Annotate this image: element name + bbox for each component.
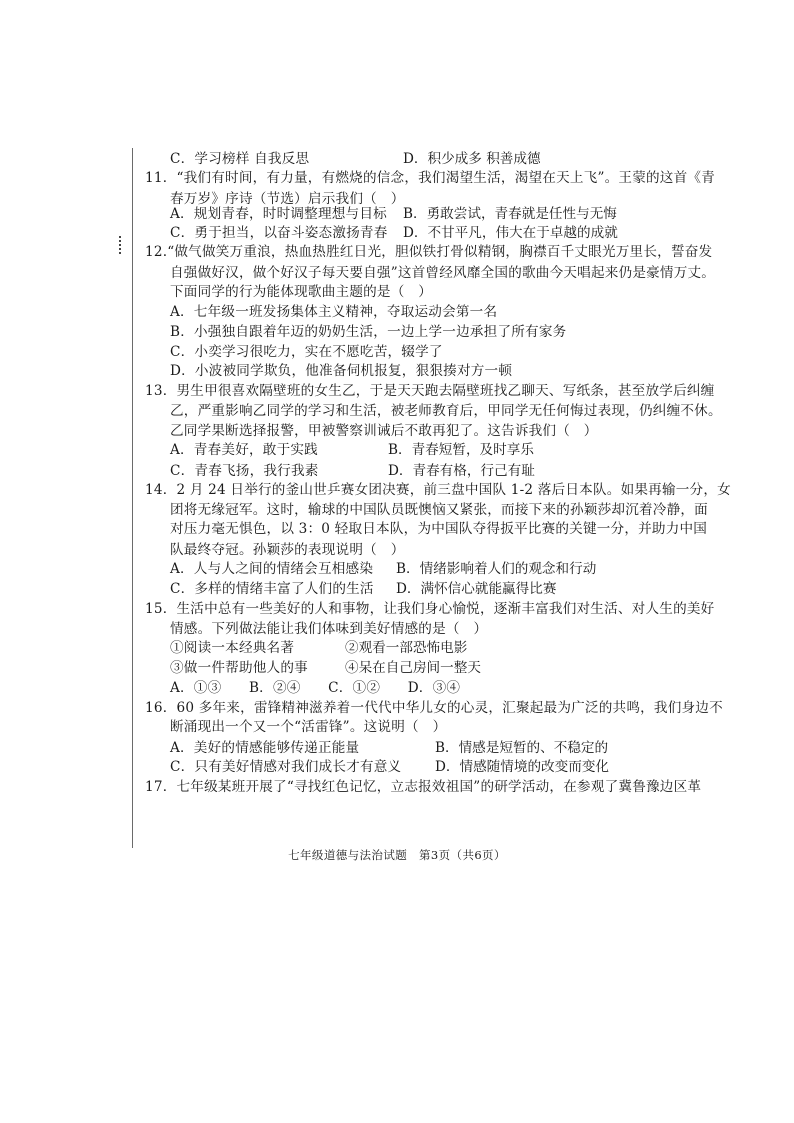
text-line: A．规划青春，时时调整理想与目标: [170, 206, 387, 222]
option-right-column: D．不甘平凡，伟大在于卓越的成就: [403, 225, 618, 241]
text-line: 17．七年级某班开展了“寻找红色记忆，立志报效祖国”的研学活动，在参观了冀鲁豫边区革: [145, 779, 702, 795]
text-line: 团将无缘冠军。这时，输球的中国队员既懊恼又紧张，而接下来的孙颖莎却沉着冷静，面: [170, 502, 708, 518]
option-right-column: ④呆在自己房间一整天: [345, 660, 481, 676]
option-right-column: D．满怀信心就能赢得比赛: [396, 581, 557, 597]
option-right-column: B．情感是短暂的、不稳定的: [435, 740, 609, 756]
text-line: C．学习榜样 自我反思: [170, 151, 310, 167]
text-line: 情感。下列做法能让我们体味到美好情感的是（ ）: [170, 621, 488, 637]
text-line: A．人与人之间的情绪会互相感染: [170, 561, 374, 577]
text-line: 15．生活中总有一些美好的人和事物，让我们身心愉悦，逐渐丰富我们对生活、对人生的美好: [145, 601, 715, 617]
text-line: C．多样的情绪丰富了人们的生活: [170, 581, 374, 597]
option-right-column: D．积少成多 积善成德: [403, 151, 541, 167]
option-right-column: B．青春短暂，及时享乐: [388, 442, 534, 458]
text-line: 下面同学的行为能体现歌曲主题的是（ ）: [170, 284, 433, 300]
text-line: ①阅读一本经典名著: [170, 640, 295, 656]
text-line: A．①③ B．②④ C．①② D．③④: [170, 680, 461, 696]
option-right-column: B．情绪影响着人们的观念和行动: [396, 561, 597, 577]
text-line: 断涌现出一个又一个“活雷锋”。这说明（ ）: [170, 719, 447, 735]
text-line: ③做一件帮助他人的事: [170, 660, 308, 676]
text-line: 16．60 多年来，雷锋精神滋养着一代代中华儿女的心灵，汇聚起最为广泛的共鸣，我们身边不: [145, 700, 723, 716]
option-right-column: D．青春有格，行己有耻: [388, 463, 535, 479]
text-line: 14．2 月 24 日举行的釜山世乒赛女团决赛，前三盘中国队 1-2 落后日本队。如果再输一分，女: [145, 482, 731, 498]
text-line: 自强做好汉，做个好汉子每天要自强”这首曾经风靡全国的歌曲今天唱起来仍是豪情万丈。: [170, 265, 716, 281]
binding-margin-line: [132, 148, 133, 848]
binding-margin-dots: [119, 236, 124, 254]
text-line: C．勇于担当，以奋斗姿态激扬青春: [170, 225, 388, 241]
text-line: 11．“我们有时间，有力量，有燃烧的信念，我们渴望生活，渴望在天上飞”。王蒙的这首《青: [145, 170, 715, 186]
text-line: 13．男生甲很喜欢隔壁班的女生乙，于是天天跑去隔壁班找乙聊天、写纸条，甚至放学后纠缠: [145, 383, 715, 399]
text-line: A．青春美好，敢于实践: [170, 442, 318, 458]
text-line: A．美好的情感能够传递正能量: [170, 740, 360, 756]
text-line: A．七年级一班发扬集体主义精神，夺取运动会第一名: [170, 304, 498, 320]
text-line: 乙同学果断选择报警，甲被警察训诫后不敢再犯了。这告诉我们（ ）: [170, 423, 598, 439]
option-right-column: B．勇敢尝试，青春就是任性与无悔: [403, 206, 617, 222]
page-footer: 七年级道德与法治试题 第3页（共6页）: [288, 848, 506, 862]
text-line: C．青春飞扬，我行我素: [170, 463, 319, 479]
text-line: 队最终夺冠。孙颖莎的表现说明（ ）: [170, 542, 405, 558]
text-line: C．只有美好情感对我们成长才有意义: [170, 759, 402, 775]
text-line: D．小波被同学欺负，他准备伺机报复，狠狠揍对方一顿: [170, 363, 513, 379]
text-line: 乙，严重影响乙同学的学习和生活，被老师教育后，甲同学无任何悔过表现，仍纠缠不休。: [170, 403, 722, 419]
text-line: 对压力毫无惧色，以 3：0 轻取日本队，为中国队夺得扳平比赛的关键一分，并助力中国: [170, 521, 708, 537]
option-right-column: ②观看一部恐怖电影: [345, 640, 468, 656]
text-line: 12.“做气做笑万重浪，热血热胜红日光，胆似铁打骨似精钢，胸襟百千丈眼光万里长，誓奋发: [145, 244, 713, 260]
text-line: B．小强独自跟着年迈的奶奶生活，一边上学一边承担了所有家务: [170, 324, 567, 340]
text-line: C．小奕学习很吃力，实在不愿吃苦，辍学了: [170, 344, 443, 360]
option-right-column: D．情感随情境的改变而变化: [435, 759, 610, 775]
text-line: 春万岁》序诗（节选）启示我们（ ）: [170, 191, 405, 207]
